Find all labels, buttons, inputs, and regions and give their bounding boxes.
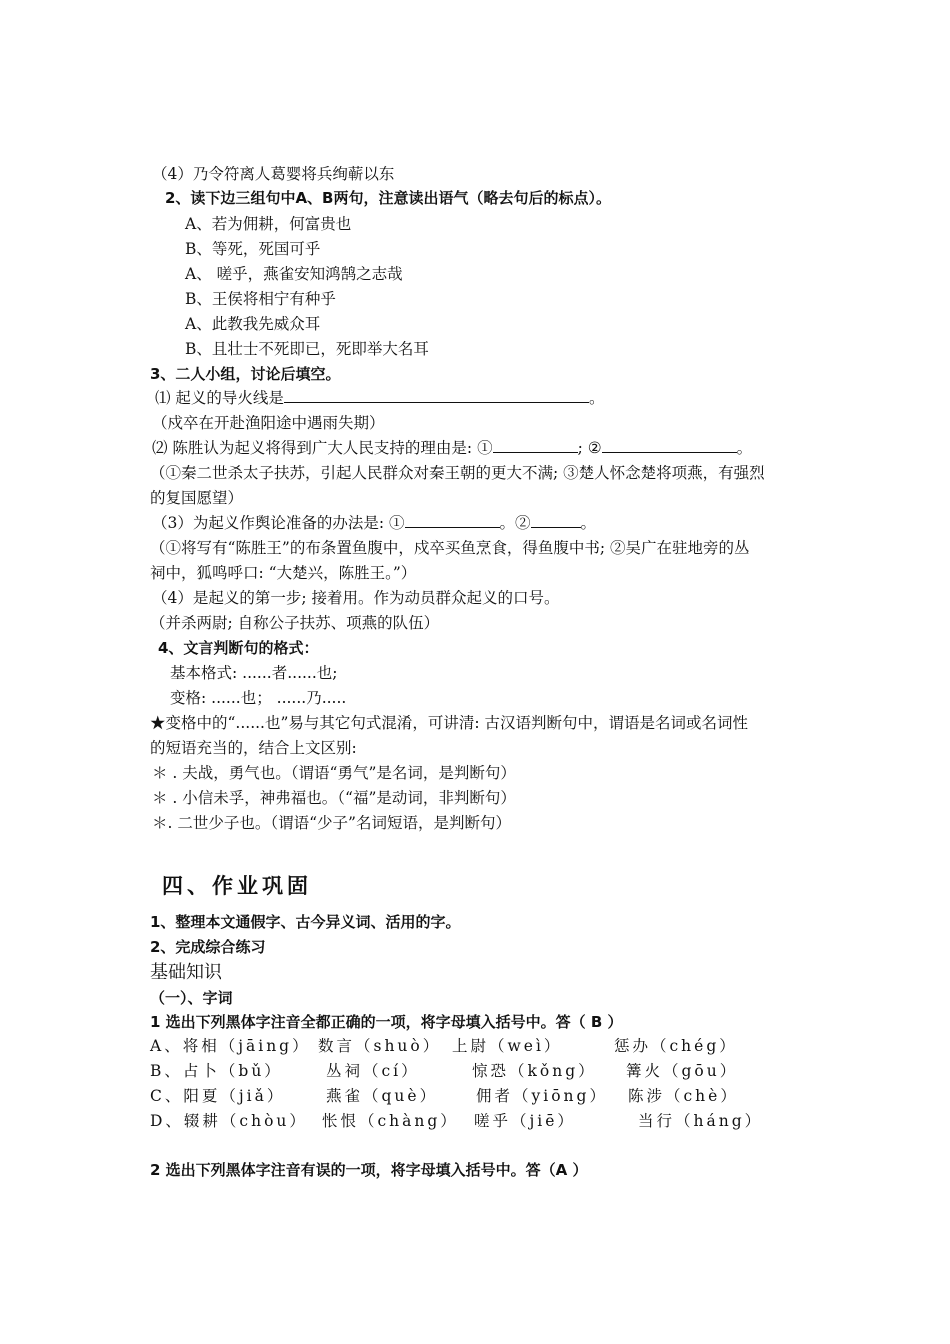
option-d-word-2: 怅恨（chàng） (322, 1112, 459, 1130)
q4-example-3: ＊. 二世少子也。（谓语“少子”名词短语，是判断句） (152, 814, 511, 832)
q3-item-2-mid: ; ② (577, 439, 602, 457)
option-c-row (150, 1085, 739, 1107)
subsection-words: （一）、字词 (150, 989, 233, 1007)
answer-blank[interactable] (493, 437, 578, 453)
q2-sentence-a2: A、 嗟乎，燕雀安知鸿鹄之志哉 (185, 265, 403, 283)
homework-1: 1、整理本文通假字、古今异义词、活用的字。 (150, 913, 461, 931)
q3-item-2-answer-line1: （①秦二世杀太子扶苏，引起人民群众对秦王朝的更大不满; ③楚人怀念楚将项燕，有强烈 (150, 464, 765, 482)
question-3-title: 3、二人小组，讨论后填空。 (150, 365, 341, 383)
option-b-word-1: B、占卜（bǔ） (150, 1062, 283, 1080)
q3-item-1-end: 。 (588, 389, 605, 407)
q3-item-1-text: ⑴ 起义的导火线是 (155, 389, 284, 407)
q3-item-3-end: 。 (580, 514, 597, 532)
q3-item-4-answer: （并杀两尉; 自称公子扶苏、项燕的队伍） (150, 614, 440, 632)
option-a-word-3: 上尉（weì） (452, 1037, 563, 1055)
basic-knowledge-heading: 基础知识 (150, 962, 222, 983)
q3-item-2-text: ⑵ 陈胜认为起义将得到广大人民支持的理由是: ① (152, 439, 493, 457)
q2-sentence-a1: A、若为佣耕，何富贵也 (185, 215, 352, 233)
q4-example-2: ＊ . 小信未孚，神弗福也。（“福”是动词，非判断句） (152, 789, 516, 807)
section-4-heading: 四、作业巩固 (162, 874, 312, 898)
q4-example-1: ＊ . 夫战，勇气也。（谓语“勇气”是名词，是判断句） (152, 764, 516, 782)
q3-item-2 (152, 437, 752, 459)
option-b-word-2: 丛祠（cí） (326, 1062, 420, 1080)
q3-item-4: （4）是起义的第一步; 接着用。作为动员群众起义的口号。 (152, 589, 560, 607)
question-4-title: 4、文言判断句的格式： (158, 639, 319, 657)
option-c-word-2: 燕雀（què） (326, 1087, 439, 1105)
answer-blank[interactable] (602, 437, 737, 453)
q3-item-1 (155, 387, 604, 409)
q3-item-3 (152, 512, 596, 534)
option-d-word-3: 嗟乎（jiē） (474, 1112, 576, 1130)
q3-item-2-end: 。 (736, 439, 753, 457)
q4-variant-format: 变格: ......也； ......乃..... (170, 689, 347, 707)
option-c-word-3: 佣者（yiōng） (476, 1087, 608, 1105)
q3-item-3-answer-line2: 祠中，狐鸣呼口: “大楚兴，陈胜王。”） (150, 564, 417, 582)
q2-sentence-a3: A、此教我先威众耳 (185, 315, 321, 333)
q4-note-line2: 的短语充当的，结合上文区别: (150, 739, 357, 757)
option-c-word-1: C、阳夏（jiǎ） (150, 1087, 286, 1105)
q3-item-1-answer: （戍卒在开赴渔阳途中遇雨失期） (152, 414, 385, 432)
homework-2: 2、完成综合练习 (150, 938, 266, 956)
question-2-title: 2、读下边三组句中A、B两句，注意读出语气（略去句后的标点）。 (165, 189, 611, 207)
q3-item-3-mid: 。② (499, 514, 531, 532)
answer-blank[interactable] (405, 512, 500, 528)
q3-item-3-answer-line1: （①将写有“陈胜王”的布条置鱼腹中，戍卒买鱼烹食，得鱼腹中书; ②吴广在驻地旁的丛 (150, 539, 750, 557)
option-a-word-1: A、将相（jāing） (150, 1037, 311, 1055)
answer-blank[interactable] (284, 387, 589, 403)
q4-basic-format: 基本格式: ......者......也; (170, 664, 338, 682)
problem-2-title: 2 选出下列黑体字注音有误的一项，将字母填入括号中。答（A ） (150, 1161, 588, 1179)
q2-sentence-b3: B、且壮士不死即已，死即举大名耳 (185, 340, 429, 358)
q3-item-3-text: （3）为起义作舆论准备的办法是: ① (152, 514, 405, 532)
option-d-word-4: 当行（háng） (638, 1112, 764, 1130)
q4-note-line1: ★变格中的“......也”易与其它句式混淆，可讲清: 古汉语判断句中，谓语是名词或名词性 (150, 714, 749, 732)
option-a-word-4: 惩办（chég） (614, 1037, 738, 1055)
sentence-4: （4）乃令符离人葛婴将兵绚蕲以东 (152, 165, 395, 183)
q2-sentence-b2: B、王侯将相宁有种乎 (185, 290, 336, 308)
option-c-word-4: 陈涉（chè） (628, 1087, 739, 1105)
option-d-row (150, 1110, 763, 1132)
option-d-word-1: D、辍耕（chòu） (150, 1112, 308, 1130)
problem-1-title: 1 选出下列黑体字注音全都正确的一项，将字母填入括号中。答（ B ） (150, 1013, 623, 1031)
answer-blank[interactable] (531, 512, 581, 528)
option-b-word-3: 惊恐（kǒng） (472, 1062, 597, 1080)
option-a-row (150, 1035, 738, 1057)
option-b-word-4: 篝火（gōu） (626, 1062, 739, 1080)
q2-sentence-b1: B、等死，死国可乎 (185, 240, 321, 258)
q3-item-2-answer-line2: 的复国愿望） (150, 489, 244, 507)
option-b-row (150, 1060, 738, 1082)
option-a-word-2: 数言（shuò） (318, 1037, 442, 1055)
